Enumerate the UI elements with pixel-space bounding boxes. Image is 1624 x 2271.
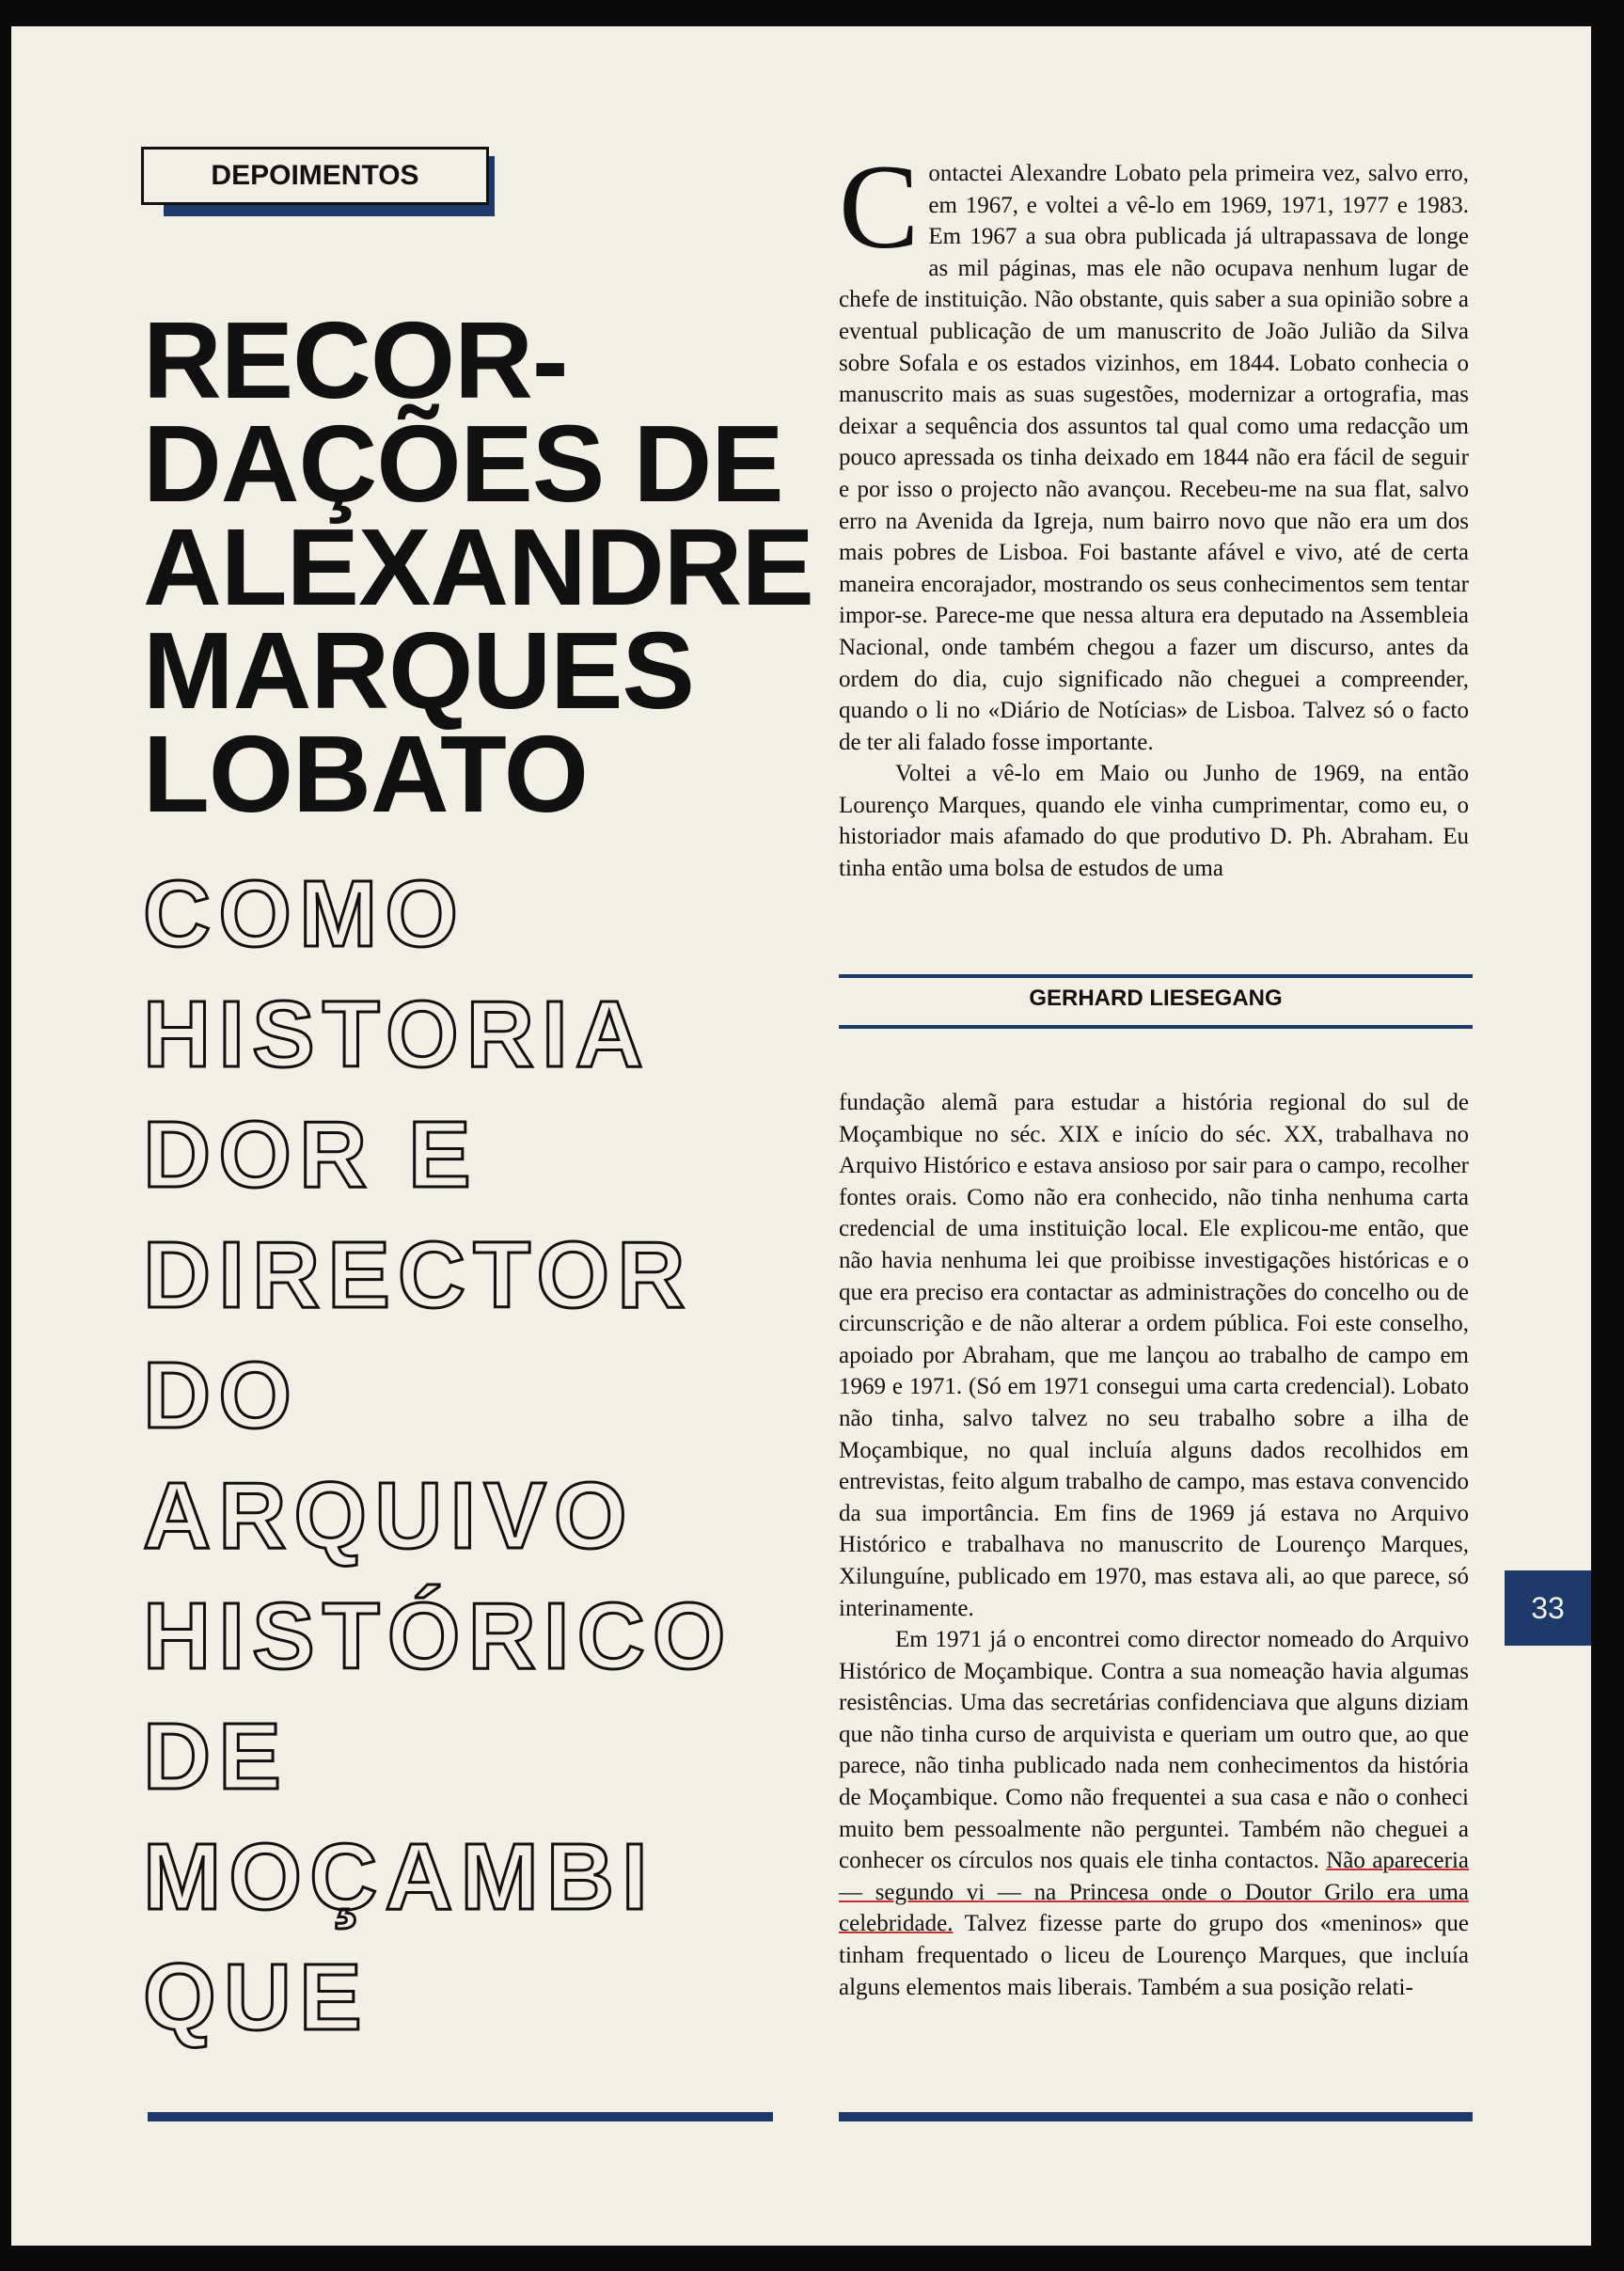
title-line: LOBATO bbox=[143, 713, 589, 835]
title-line: RECOR- bbox=[143, 299, 568, 421]
subtitle-line: DIRECTOR bbox=[143, 1222, 693, 1328]
page-binding-edge bbox=[0, 0, 11, 2271]
paragraph-text: Em 1971 já o encontrei como director nomeado do Arquivo Histórico de Moçambique. Contra a sua nomeação havia algumas resistências. Uma das secretárias confidenciava que alguns diziam que não tinha curso de arquivista e queriam um outro que, ao que parece, não tinha publicado nada nem conhecimentos da história de Moçambique. Como não frequentei a sua casa e não o conheci muito bem pessoalmente não perguntei. Também não cheguei a conhecer os círculos nos quais ele tinha contactos. bbox=[839, 1627, 1469, 1874]
subtitle-line: QUE bbox=[143, 1945, 370, 2050]
subtitle-line: MOÇAMBI bbox=[143, 1824, 655, 1930]
body-paragraph: fundação alemã para estudar a história regional do sul de Moçambique no séc. XIX e início do séc. XX, trabalhava no Arquivo Histórico e estava ansioso por sair para o campo, recolher fontes orais. Como não era conhecido, não tinha nenhuma carta credencial de uma instituição local. Ele explicou-me então, que não havia nenhuma lei que proibisse investigações históricas e o que era preciso era contactar as administrações do concelho ou de circunscrição e de não alterar a ordem pública. Foi este conselho, apoiado por Abraham, que me lançou ao trabalho de campo em 1969 e 1971. (Só em 1971 consegui uma carta credencial). Lobato não tinha, salvo talvez no seu trabalho sobre a ilha de Moçambique, no qual incluía alguns dados recolhidos em entrevistas, feito algum trabalho de campo, mas estava convencido da sua importância. Em fins de 1969 já estava no Arquivo Histórico e trabalhava no manuscrito de Lourenço Marques, Xilunguíne, publicado em 1970, mas estava ali, ao que parece, só interinamente. bbox=[839, 1090, 1469, 1621]
title-line: MARQUES bbox=[143, 609, 694, 732]
section-tag-shadow bbox=[164, 203, 491, 216]
section-tag: DEPOIMENTOS bbox=[141, 147, 489, 205]
body-paragraph: Voltei a vê-lo em Maio ou Junho de 1969, na então Lourenço Marques, quando ele vinha cumprimentar, como eu, o historiador mais afamado do que produtivo D. Ph. Abraham. Eu tinha então uma bolsa de estudos de uma bbox=[839, 761, 1469, 882]
subtitle-line: DOR E bbox=[143, 1102, 479, 1207]
footer-rule-right bbox=[839, 2112, 1473, 2121]
subtitle-line: HISTORIA bbox=[143, 982, 651, 1087]
title-line: DAÇÕES DE bbox=[143, 402, 783, 525]
drop-cap: C bbox=[839, 140, 920, 274]
body-paragraph bbox=[839, 1624, 1469, 2003]
subtitle-line: DE bbox=[143, 1704, 289, 1809]
footer-rule-left bbox=[148, 2112, 773, 2121]
subtitle-line: COMO bbox=[143, 861, 466, 967]
body-column-bottom bbox=[839, 1087, 1469, 2003]
subtitle-line: DO bbox=[143, 1343, 299, 1448]
author-rule-top bbox=[839, 974, 1473, 978]
title-line: ALEXANDRE bbox=[143, 506, 813, 628]
body-paragraph bbox=[839, 140, 1469, 758]
body-column-top bbox=[839, 140, 1469, 885]
page-number: 33 bbox=[1505, 1570, 1591, 1646]
underlined-text: Não apareceria — segundo vi — na Princesa onde o Doutor Grilo era uma celebridade. bbox=[839, 1848, 1469, 1937]
article-subtitle bbox=[143, 854, 839, 2058]
subtitle-line: ARQUIVO bbox=[143, 1463, 635, 1569]
author-rule-bottom bbox=[839, 1025, 1473, 1029]
paragraph-text: Talvez fizesse parte do grupo dos «meninos» que tinham frequentado o liceu de Lourenço Marques, que incluía alguns elementos mais liberais. Também a sua posição relati- bbox=[839, 1911, 1469, 2000]
magazine-page bbox=[11, 26, 1591, 2246]
paragraph-text: ontactei Alexandre Lobato pela primeira vez, salvo erro, em 1967, e voltei a vê-lo em 1969, 1971, 1977 e 1983. Em 1967 a sua obra publicada já ultrapassava de longe as mil páginas, mas ele não ocupava nenhum lugar de chefe de instituição. Não obstante, quis saber a sua opinião sobre a eventual publicação de um manuscrito de João Julião da Silva sobre Sofala e os estados vizinhos, em 1844. Lobato conhecia o manuscrito mais as suas sugestões, modernizar a ortografia, mas deixar a sequência dos assuntos tal qual como uma redacção um pouco apressada os tinha deixado em 1844 não era fácil de seguir e por isso o projecto não avançou. Recebeu-me na sua flat, salvo erro na Avenida da Igreja, num bairro novo que não era um dos mais pobres de Lisboa. Foi bastante afável e vivo, até de certa maneira encorajador, mostrando os seus conhecimentos sem tentar impor-se. Parece-me que nessa altura era deputado na Assembleia Nacional, onde também chegou a fazer um discurso, antes da ordem do dia, cujo significado não cheguei a compreender, quando o li no «Diário de Notícias» de Lisboa. Talvez só o facto de ter ali falado fosse importante. bbox=[839, 161, 1469, 755]
article-title bbox=[143, 299, 813, 835]
author-name: GERHARD LIESEGANG bbox=[1029, 986, 1283, 1011]
subtitle-line: HISTÓRICO bbox=[143, 1584, 733, 1689]
